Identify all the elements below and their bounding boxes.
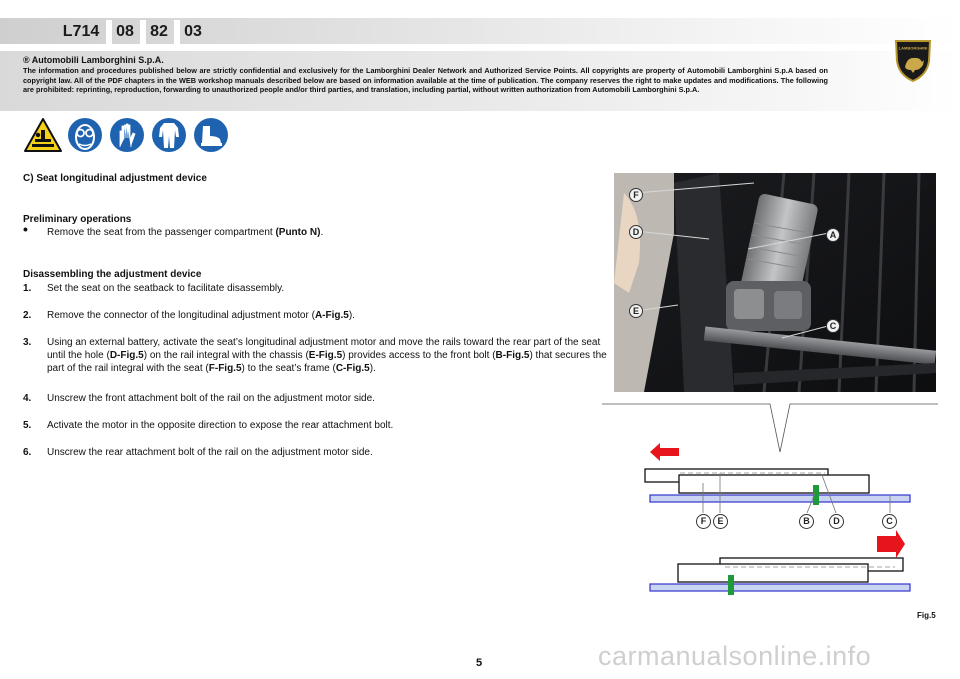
preliminary-bullet: • Remove the seat from the passenger compartment (Punto N). (23, 221, 324, 238)
bull-shield-icon (893, 37, 933, 83)
preliminary-ref: (Punto N) (275, 227, 321, 238)
legal-title: ® Automobili Lamborghini S.p.A. (23, 55, 164, 65)
step-4: 4. Unscrew the front attachment bolt of the rail on the adjustment motor side. (23, 393, 375, 404)
photo-label-a: A (826, 228, 840, 242)
diagram-label-b: B (799, 514, 814, 529)
arrow-left-icon (650, 443, 679, 461)
rail-diagram (600, 395, 940, 605)
step-6: 6. Unscrew the rear attachment bolt of the rail on the adjustment motor side. (23, 447, 373, 458)
step-1: 1. Set the seat on the seatback to facilitate disassembly. (23, 283, 285, 294)
doc-code-4: 03 (184, 23, 202, 40)
safety-shoes-icon (193, 117, 229, 153)
disassembly-title: Disassembling the adjustment device (23, 269, 202, 280)
photo-label-f: F (629, 188, 643, 202)
doc-code-3: 82 (150, 23, 168, 40)
watermark: carmanualsonline.info (598, 641, 872, 671)
page-number: 5 (476, 657, 483, 669)
photo-label-d: D (629, 225, 643, 239)
legal-text: The information and procedures published below are strictly confidential and exclusively for the Lamborghini Dealer Network and Authorized Service Points. All copyrights are property of Automobili Lamborghini S.p.A based on copyright law. All of the PDF chapters in the WEB workshop manuals described below are based on information available at the time of publication. The company reserves the right to make updates and modifications. The following are prohibited: reprinting, reproduction, forwarding to unauthorized people and/or third parties, and translation, including partial, without written authorization from Automobili Lamborghini S.p.A. (23, 66, 828, 95)
step-5: 5. Activate the motor in the opposite direction to expose the rear attachment bolt. (23, 420, 394, 431)
preliminary-text: Remove the seat from the passenger compartment (47, 227, 276, 238)
doc-code-2: 08 (116, 23, 134, 40)
doc-code-1: L714 (62, 23, 100, 40)
diagram-label-d: D (829, 514, 844, 529)
diagram-label-f: F (696, 514, 711, 529)
safety-goggles-icon (67, 117, 103, 153)
warning-crush-icon (23, 117, 63, 153)
logo-text: LAMBORGHINI (898, 45, 928, 51)
overalls-icon (151, 117, 187, 153)
diagram-label-e: E (713, 514, 728, 529)
figure-label: Fig.5 (917, 611, 936, 620)
protective-gloves-icon (109, 117, 145, 153)
section-title: C) Seat longitudinal adjustment device (23, 173, 207, 184)
arrow-right-icon (877, 530, 905, 558)
diagram-label-c: C (882, 514, 897, 529)
photo-label-e: E (629, 304, 643, 318)
preliminary-title: Preliminary operations (23, 214, 132, 225)
photo-label-c: C (826, 319, 840, 333)
step-3: 3. Using an external battery, activate the seat’s longitudinal adjustment motor and move the rails toward the rear part of the seat until the hole (D-Fig.5) on the rail integral with the chassis (E-Fig.5) provides access to the front bolt (B-Fig.5) that secures the part of the rail integral with the seat (F-Fig.5) to the seat’s frame (C-Fig.5). (23, 337, 607, 374)
seat-motor-photo (614, 173, 936, 392)
step-2: 2. Remove the connector of the longitudinal adjustment motor (A-Fig.5). (23, 310, 355, 321)
